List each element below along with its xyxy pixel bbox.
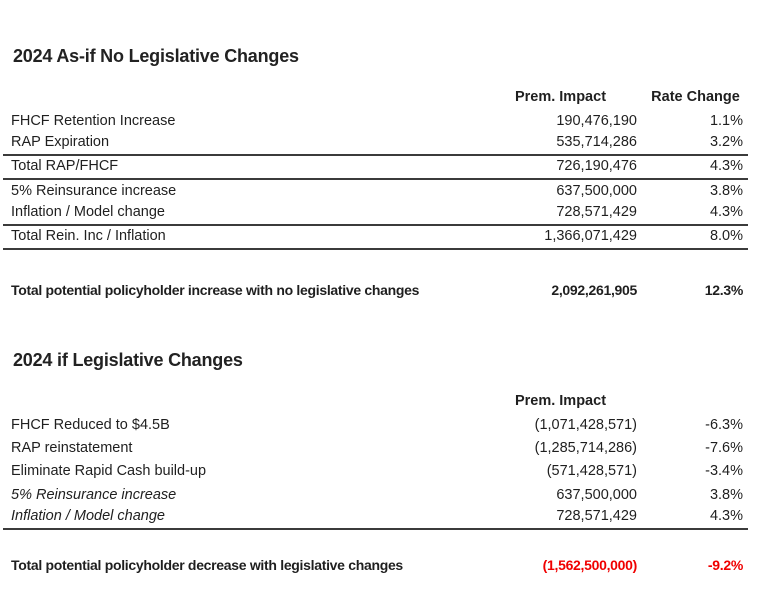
prem-impact-value: 728,571,429 [556, 204, 637, 221]
total-row-changes [3, 557, 748, 577]
prem-impact-value: (571,428,571) [546, 463, 637, 480]
column-header-rate-change: Rate Change [651, 89, 740, 106]
table-header-row [3, 390, 748, 413]
total-prem-impact-value: (1,562,500,000) [542, 557, 637, 574]
changes-table [3, 390, 748, 530]
rate-change-value: 1.1% [709, 112, 743, 129]
no-changes-table [3, 86, 748, 250]
prem-impact-value: (1,285,714,286) [534, 439, 637, 456]
row-label: Total Rein. Inc / Inflation [11, 227, 166, 244]
table-row-rap-reinstatement [3, 437, 748, 460]
column-header-prem-impact: Prem. Impact [514, 89, 607, 106]
table-row-5pct-reinsurance-increase [3, 180, 748, 203]
rate-change-value: 4.3% [709, 157, 743, 174]
row-label: 5% Reinsurance increase [11, 486, 177, 503]
row-label: Inflation / Model change [11, 204, 165, 221]
prem-impact-value: 728,571,429 [556, 508, 637, 525]
row-label: FHCF Reduced to $4.5B [11, 416, 170, 433]
rate-change-value: 4.3% [709, 204, 743, 221]
prem-impact-value: 637,500,000 [556, 486, 637, 503]
total-row-no-changes [3, 282, 748, 302]
total-label: Total potential policyholder decrease with legislative changes [11, 557, 403, 574]
prem-impact-value: 637,500,000 [556, 182, 637, 199]
column-header-prem-impact: Prem. Impact [514, 393, 607, 410]
row-label: FHCF Retention Increase [11, 112, 176, 129]
total-prem-impact-value: 2,092,261,905 [551, 281, 637, 298]
rate-change-value: 3.8% [709, 182, 743, 199]
total-label: Total potential policyholder increase with no legislative changes [11, 281, 420, 298]
row-label: Total RAP/FHCF [11, 157, 119, 174]
table-row-total-rap-fhcf [3, 156, 748, 179]
table-row-inflation-model-change [3, 203, 748, 226]
table-row-fhcf-reduced [3, 413, 748, 436]
total-rate-change-value: -9.2% [707, 557, 743, 574]
total-rate-change-value: 12.3% [704, 281, 743, 298]
rate-change-value: 3.2% [709, 134, 743, 151]
prem-impact-value: 726,190,476 [556, 157, 637, 174]
rate-change-value: -6.3% [705, 416, 743, 433]
table-header-row [3, 86, 748, 109]
table-row-5pct-reinsurance-increase [3, 483, 748, 506]
table-row-fhcf-retention-increase [3, 109, 748, 132]
prem-impact-value: (1,071,428,571) [534, 416, 637, 433]
rate-change-value: -3.4% [705, 463, 743, 480]
row-label: Eliminate Rapid Cash build-up [11, 463, 207, 480]
row-label: RAP reinstatement [11, 439, 133, 456]
row-label: RAP Expiration [11, 134, 110, 151]
prem-impact-value: 190,476,190 [556, 112, 637, 129]
column-header-spacer [3, 106, 478, 109]
rate-change-value: 3.8% [709, 486, 743, 503]
column-header-empty [643, 410, 748, 413]
table-row-total-rein-inc-inflation [3, 226, 748, 249]
rate-change-value: -7.6% [705, 439, 743, 456]
prem-impact-value: 535,714,286 [556, 134, 637, 151]
table-row-eliminate-rapid-cash [3, 460, 748, 483]
rate-change-value: 4.3% [709, 508, 743, 525]
rate-change-value: 8.0% [709, 227, 743, 244]
section-title-changes: 2024 if Legislative Changes [13, 349, 243, 370]
row-label: Inflation / Model change [11, 508, 165, 525]
section-legislative-changes [0, 302, 768, 577]
table-row-rap-expiration [3, 133, 748, 156]
prem-impact-value: 1,366,071,429 [544, 227, 637, 244]
table-row-inflation-model-change [3, 507, 748, 530]
column-header-spacer [3, 410, 478, 413]
section-title-no-changes: 2024 As-if No Legislative Changes [13, 46, 299, 66]
row-label: 5% Reinsurance increase [11, 182, 177, 199]
